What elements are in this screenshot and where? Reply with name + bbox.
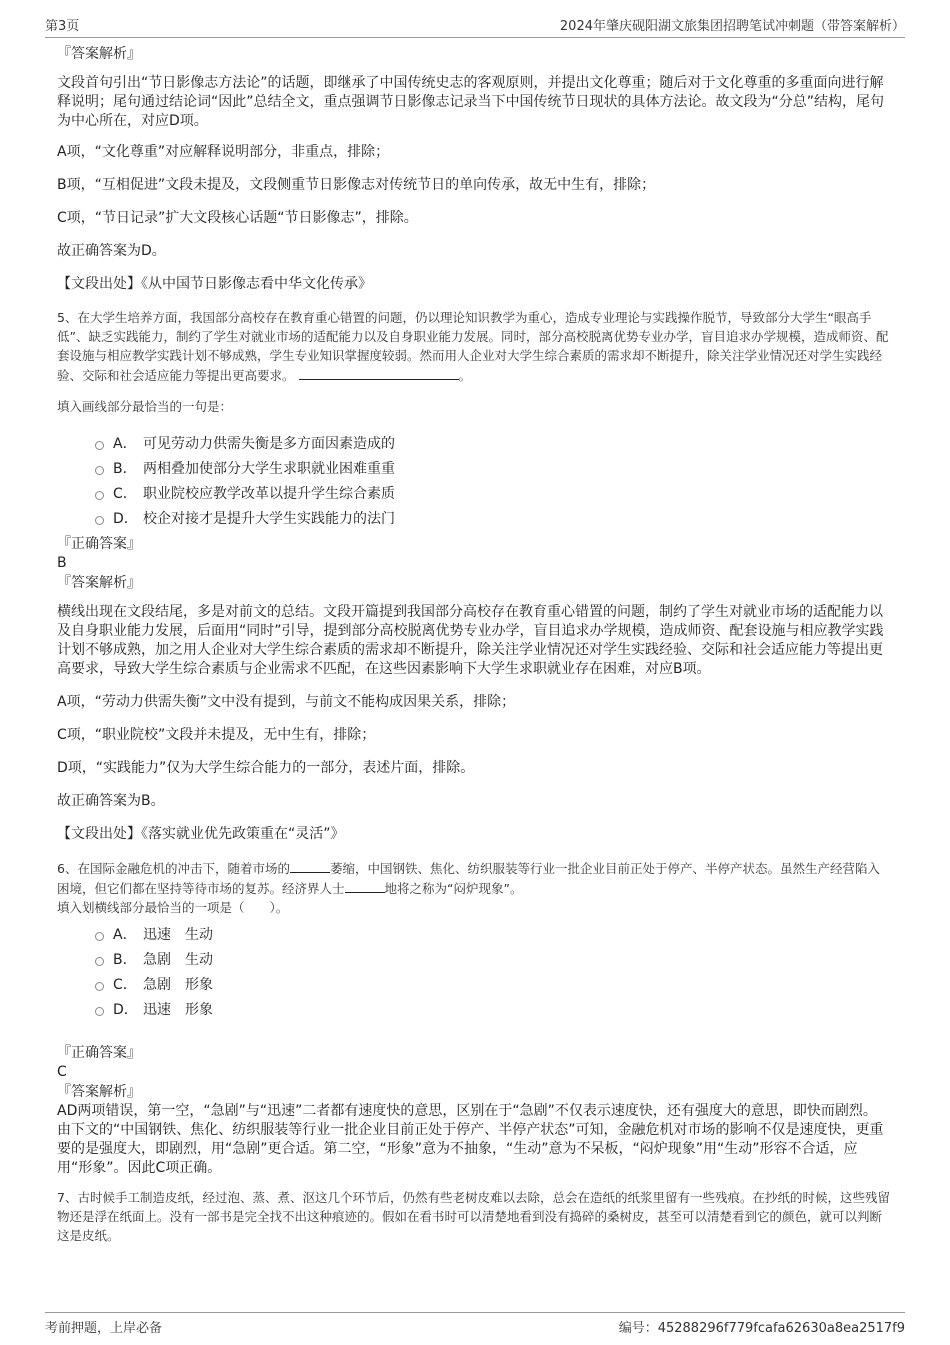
analysis-option-b: B项，“互相促进”文段未提及，文段侧重节日影像志对传统节日的单向传承，故无中生有，排除； (57, 177, 656, 193)
page-header (45, 12, 905, 38)
question-7-text: 7、古时候手工制造皮纸，经过泡、蒸、煮、沤这几个环节后，仍然有些老树皮难以去除，总会在造纸的纸浆里留有一些残痕。在抄纸的时候，这些残留物还是浮在纸面上。没有一部书是完全找不出这种痕迹的。假如在看书时可以清楚地看到没有捣碎的桑树皮，甚至可以清楚看到它的颜色，就可以判断这是皮纸。 (57, 1190, 890, 1243)
analysis-label: 『答案解析』 (57, 575, 141, 591)
analysis-option-c: C项，“职业院校”文段并未提及，无中生有，排除； (57, 727, 376, 743)
page-footer (45, 1312, 905, 1339)
fill-blank (299, 365, 459, 380)
question-6-options (57, 921, 890, 1021)
footer-slogan: 考前押题，上岸必备 (45, 1321, 163, 1336)
document-title: 2024年肇庆砚阳湖文旅集团招聘笔试冲刺题（带答案解析） (559, 19, 905, 34)
radio-icon[interactable] (95, 516, 104, 525)
page-number: 第3页 (45, 19, 80, 34)
radio-icon[interactable] (95, 491, 104, 500)
radio-icon[interactable] (95, 982, 104, 991)
option-c[interactable]: C． 职业院校应教学改革以提升学生综合素质 (57, 480, 890, 505)
analysis-conclusion: 故正确答案为D。 (57, 243, 166, 259)
option-a[interactable]: A． 迅速 生动 (57, 921, 890, 946)
analysis-label: 『答案解析』 (57, 1084, 141, 1100)
radio-icon[interactable] (95, 957, 104, 966)
source-citation: 【文段出处】《落实就业优先政策重在“灵活”》 (57, 826, 345, 842)
option-b[interactable]: B． 两相叠加使部分大学生求职就业困难重重 (57, 455, 890, 480)
question-5-prompt: 填入画线部分最恰当的一句是： (57, 399, 233, 414)
analysis-option-c: C项，“节日记录”扩大文段核心话题“节日影像志”，排除。 (57, 210, 418, 226)
correct-answer-label: 『正确答案』 (57, 1045, 141, 1061)
fill-blank (290, 858, 330, 873)
question-6-text: 6、在国际金融危机的冲击下，随着市场的 萎缩，中国钢铁、焦化、纺织服装等行业一批企业目前正处于停产、半停产状态。虽然生产经营陷入困境，但它们都在坚持等待市场的复苏。经济界人士 地将之称为“闷炉现象”。 (57, 858, 890, 898)
radio-icon[interactable] (95, 466, 104, 475)
analysis-paragraph: 横线出现在文段结尾，多是对前文的总结。文段开篇提到我国部分高校存在教育重心错置的问题，制约了学生对就业市场的适配能力以及自身职业能力发展，后面用“同时”引导，提到部分高校脱离优势专业办学，盲目追求办学规模，造成师资、配套设施与相应教学实践计划不够成熟，加之用人企业对大学生综合素质的需求却不断提升，除关注学业情况还对学生实践经验、交际和社会适应能力等提出更高要求，导致大学生综合素质与企业需求不匹配，在这些因素影响下大学生求职就业存在困难，对应B项。 (57, 604, 884, 677)
correct-answer: C (57, 1064, 67, 1080)
option-b[interactable]: B． 急剧 生动 (57, 946, 890, 971)
document-code: 编号：45288296f779fcafa62630a8ea2517f9 (618, 1321, 905, 1336)
analysis-label: 『答案解析』 (57, 46, 141, 62)
source-citation: 【文段出处】《从中国节日影像志看中华文化传承》 (57, 276, 372, 292)
analysis-conclusion: 故正确答案为B。 (57, 793, 165, 809)
option-a[interactable]: A． 可见劳动力供需失衡是多方面因素造成的 (57, 430, 890, 455)
analysis-option-a: A项，“文化尊重”对应解释说明部分，非重点，排除； (57, 144, 390, 160)
correct-answer: B (57, 555, 67, 571)
radio-icon[interactable] (95, 932, 104, 941)
question-5-options (57, 430, 890, 530)
fill-blank (345, 878, 385, 893)
option-d[interactable]: D． 校企对接才是提升大学生实践能力的法门 (57, 505, 890, 530)
analysis-paragraph: 文段首句引出“节日影像志方法论”的话题，即继承了中国传统史志的客观原则，并提出文化尊重；随后对于文化尊重的多重面向进行解释说明；尾句通过结论词“因此”总结全文，重点强调节日影像志记录当下中国传统节日现状的具体方法论。故文段为“分总”结构，尾句为中心所在，对应D项。 (57, 75, 885, 129)
correct-answer-label: 『正确答案』 (57, 536, 141, 552)
analysis-option-a: A项，“劳动力供需失衡”文中没有提到，与前文不能构成因果关系，排除； (57, 694, 516, 710)
question-5-text: 5、在大学生培养方面，我国部分高校存在教育重心错置的问题，仍以理论知识教学为重心，造成专业理论与实践操作脱节，导致部分大学生“眼高手低”、缺乏实践能力，制约了学生对就业市场的适配能力以及自身职业能力发展。同时，部分高校脱离优势专业办学，盲目追求办学规模，造成师资、配套设施与相应教学实践计划不够成熟，学生专业知识掌握度较弱。然而用人企业对大学生综合素质的需求却不断提升，除关注学业情况还对学生实践经验、交际和社会适应能力等提出更高要求。 。 (57, 310, 889, 383)
page-content (57, 44, 890, 1245)
analysis-option-d: D项，“实践能力”仅为大学生综合能力的一部分，表述片面，排除。 (57, 760, 475, 776)
radio-icon[interactable] (95, 441, 104, 450)
analysis-paragraph: AD两项错误，第一空，“急剧”与“迅速”二者都有速度快的意思，区别在于“急剧”不仅表示速度快，还有强度大的意思，即快而剧烈。由下文的“中国钢铁、焦化、纺织服装等行业一批企业目前正处于停产、半停产状态”可知，金融危机对市场的影响不仅是速度快，更重要的是强度大，即剧烈，用“急剧”更合适。第二空，“形象”意为不抽象，“生动”意为不呆板，“闷炉现象”用“生动”形容不合适，应用“形象”。因此C项正确。 (57, 1103, 884, 1176)
option-d[interactable]: D． 迅速 形象 (57, 996, 890, 1021)
radio-icon[interactable] (95, 1007, 104, 1016)
question-6-prompt: 填入划横线部分最恰当的一项是（ ）。 (57, 900, 289, 915)
option-c[interactable]: C． 急剧 形象 (57, 971, 890, 996)
